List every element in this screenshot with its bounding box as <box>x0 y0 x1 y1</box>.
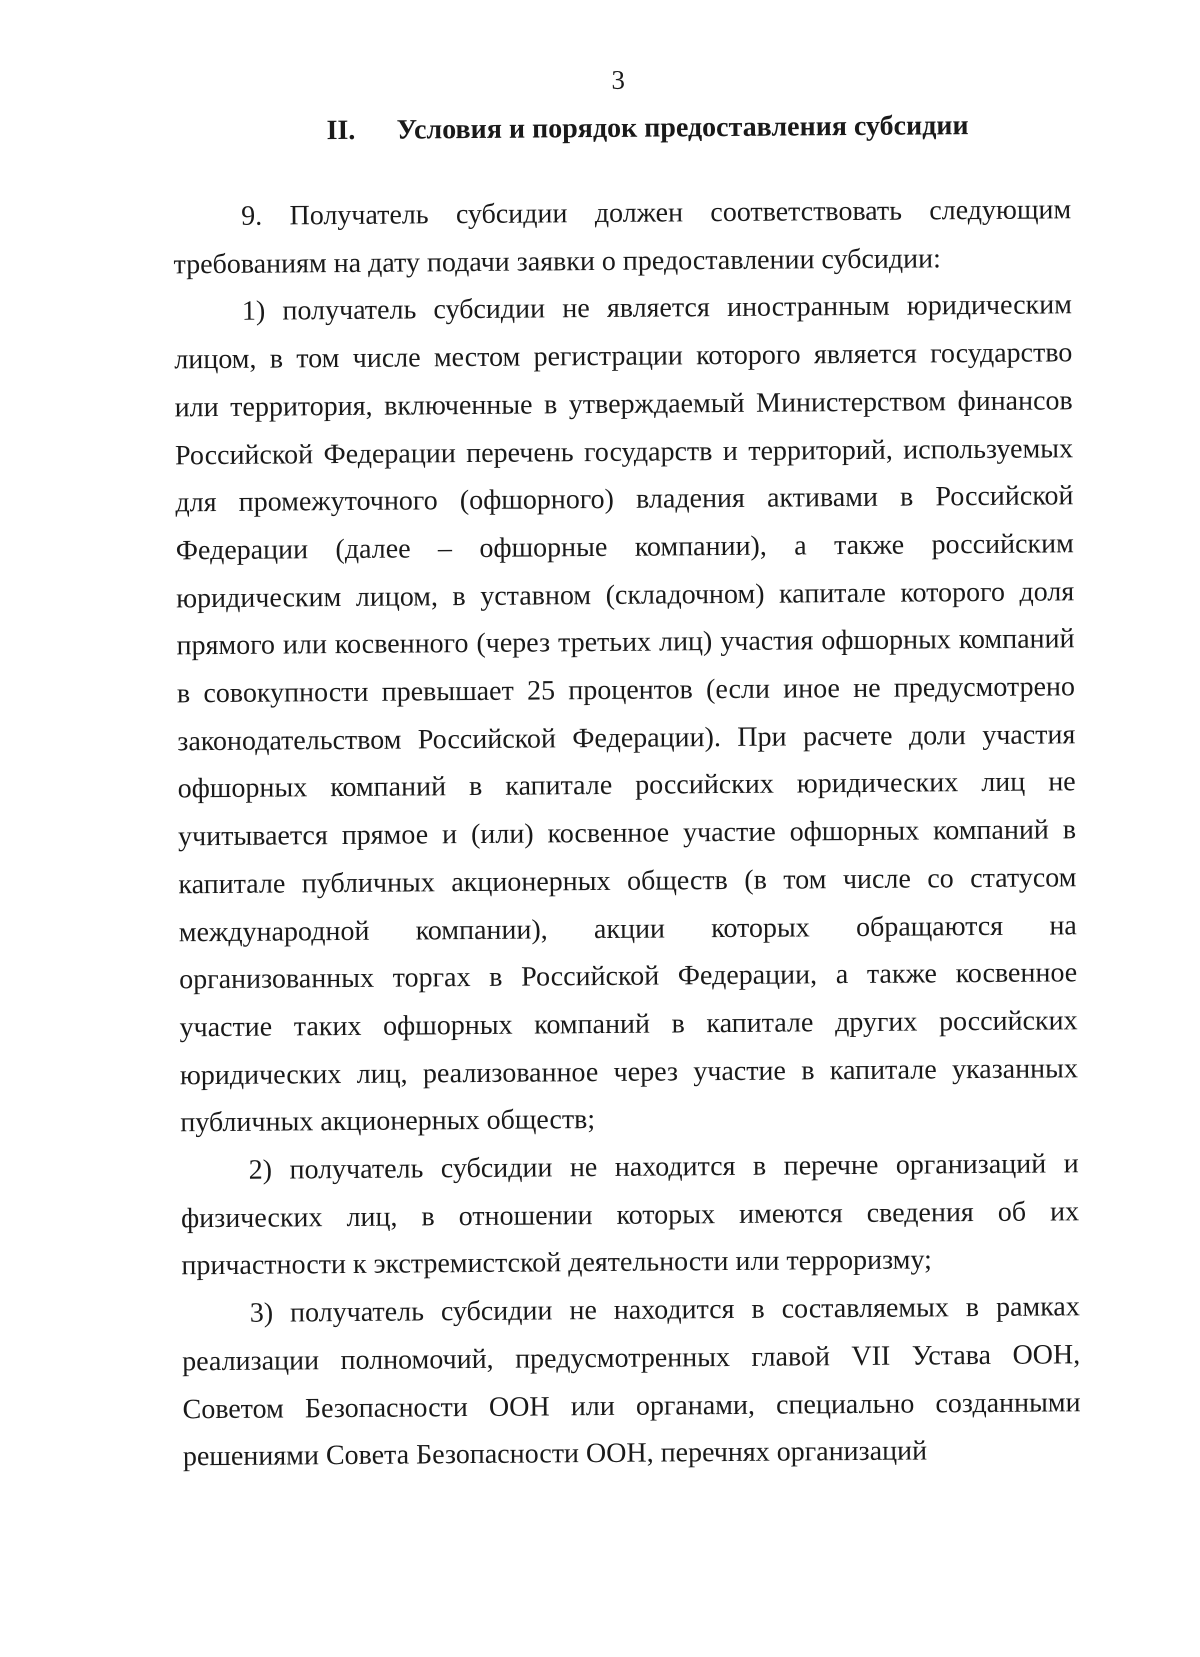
section-heading <box>326 109 968 148</box>
section-number: II. <box>326 114 356 147</box>
paragraph-9-item-1: 1) получатель субсидии не является иностранным юридическим лицом, в том числе местом регистрации которого является государство или территория, включенные в утверждаемый Министерством финансов Российской Федерации перечень государств и территорий, используемых для промежуточного (офшорного) владения активами в Российской Федерации (далее – офшорные компании), а также российским юридическим лицом, в уставном (складочном) капитале которого доля прямого или косвенного (через третьих лиц) участия офшорных компаний в совокупности превышает 25 процентов (если иное не предусмотрено законодательством Российской Федерации). При расчете доли участия офшорных компаний в капитале российских юридических лиц не учитывается прямое и (или) косвенное участие офшорных компаний в капитале публичных акционерных обществ (в том числе со статусом международной компании), акции которых обращаются на организованных торгах в Российской Федерации, а также косвенное участие таких офшорных компаний в капитале других российских юридических лиц, реализованное через участие в капитале указанных публичных акционерных обществ; <box>174 289 1079 1139</box>
page-number: 3 <box>611 64 626 95</box>
paragraph-9-item-3: 3) получатель субсидии не находится в составляемых в рамках реализации полномочий, предусмотренных главой VII Устава ООН, Советом Безопасности ООН или органами, специально созданными решениями Совета Безопасности ООН, перечнях организаций <box>182 1291 1081 1473</box>
paragraph-9: 9. Получатель субсидии должен соответствовать следующим требованиям на дату подачи заявки о предоставлении субсидии: <box>173 194 1072 281</box>
paragraph-9-item-2: 2) получатель субсидии не находится в перечне организаций и физических лиц, в отношении которых имеются сведения об их причастности к экстремистской деятельности или терроризму; <box>180 1148 1080 1282</box>
document-body <box>173 186 1081 1481</box>
section-title: Условия и порядок предоставления субсидии <box>396 110 969 146</box>
